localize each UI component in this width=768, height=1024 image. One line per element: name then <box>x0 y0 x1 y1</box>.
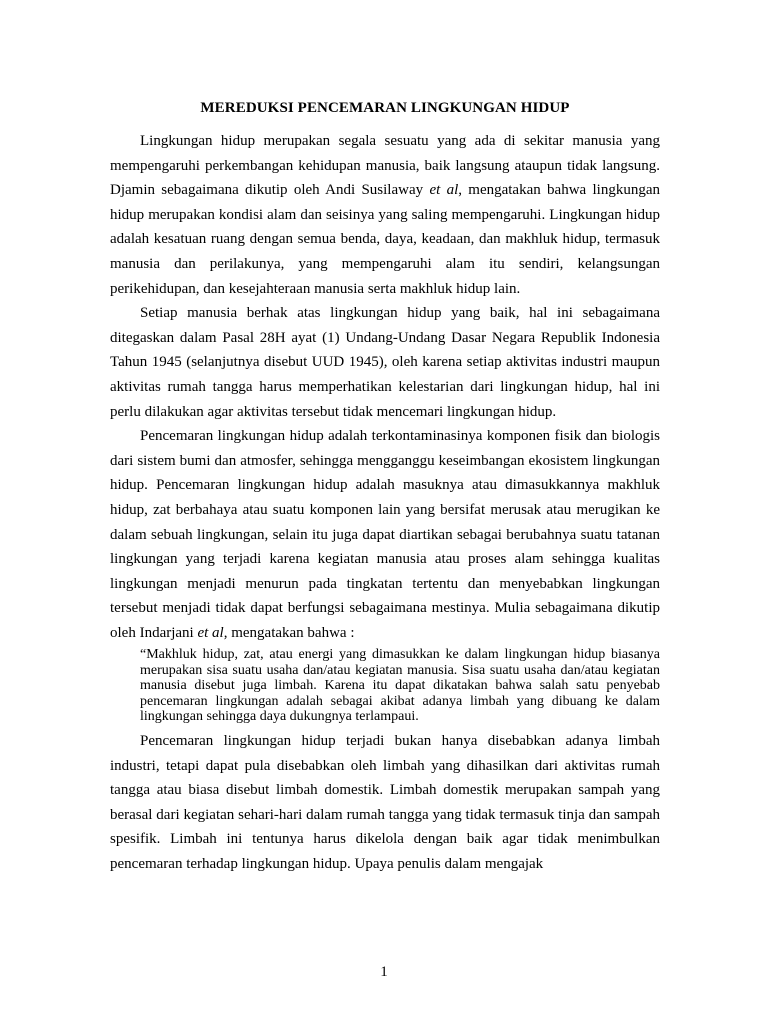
paragraph-3 <box>110 424 660 645</box>
document-title: MEREDUKSI PENCEMARAN LINGKUNGAN HIDUP <box>200 100 570 116</box>
paragraph-1-italic: et al <box>429 182 459 199</box>
paragraph-3-italic: et al <box>197 624 224 641</box>
paragraph-1-text-a: Lingkungan hidup merupakan segala sesuatu yang ada di sekitar manusia yang mempengaruhi perkembangan kehidupan manusia, baik langsung ataupun tidak langsung. Djamin sebagaimana dikutip oleh Andi Susilaway <box>110 133 660 199</box>
paragraph-1 <box>110 129 660 301</box>
page-number: 1 <box>380 964 388 980</box>
paragraph-4: Pencemaran lingkungan hidup terjadi bukan hanya disebabkan adanya limbah industri, tetapi dapat pula disebabkan oleh limbah yang dihasilkan dari aktivitas rumah tangga atau biasa disebut limbah domestik. Limbah domestik merupakan sampah yang berasal dari kegiatan sehari-hari dalam rumah tangga yang tidak termasuk tinja dan sampah spesifik. Limbah ini tentunya harus dikelola dengan baik agar tidak menimbulkan pencemaran terhadap lingkungan hidup. Upaya penulis dalam mengajak <box>110 732 660 872</box>
page-body <box>110 100 660 877</box>
paragraph-3-text-b: , mengatakan bahwa : <box>223 624 355 641</box>
paragraph-1-text-b: , mengatakan bahwa lingkungan hidup merupakan kondisi alam dan seisinya yang saling mempengaruhi. Lingkungan hidup adalah kesatuan ruang dengan semua benda, daya, keadaan, dan makhluk hidup, termasuk manusia dan perilakunya, yang mempengaruhi alam itu sendiri, kelangsungan perikehidupan, dan kesejahteraan manusia serta makhluk hidup lain. <box>110 182 660 297</box>
block-quote: “Makhluk hidup, zat, atau energi yang dimasukkan ke dalam lingkungan hidup biasanya merupakan sisa suatu usaha dan/atau kegiatan manusia. Sisa suatu usaha dan/atau kegiatan manusia disebut juga limbah. Karena itu dapat dikatakan bahwa salah satu penyebab pencemaran lingkungan adalah sebagai akibat adanya limbah yang dibuang ke dalam lingkungan sehingga daya dukungnya terlampaui. <box>140 647 660 725</box>
paragraph-2: Setiap manusia berhak atas lingkungan hidup yang baik, hal ini sebagaimana ditegaskan dalam Pasal 28H ayat (1) Undang-Undang Dasar Negara Republik Indonesia Tahun 1945 (selanjutnya disebut UUD 1945), oleh karena setiap aktivitas industri maupun aktivitas rumah tangga harus memperhatikan kelestarian dari lingkungan hidup, hal ini perlu dilakukan agar aktivitas tersebut tidak mencemari lingkungan hidup. <box>110 305 660 420</box>
paragraph-3-text-a: Pencemaran lingkungan hidup adalah terkontaminasinya komponen fisik dan biologis dari sistem bumi dan atmosfer, sehingga mengganggu keseimbangan ekosistem lingkungan hidup. Pencemaran lingkungan hidup adalah masuknya atau dimasukkannya makhluk hidup, zat berbahaya atau suatu komponen lain yang bersifat merusak atau merugikan ke dalam sebuah lingkungan, selain itu juga dapat diartikan sebagai berubahnya suatu tatanan lingkungan yang terjadi karena kegiatan manusia atau proses alam sehingga kualitas lingkungan menjadi menurun pada tingkatan tertentu dan menyebabkan lingkungan tersebut menjadi tidak dapat berfungsi sebagaimana mestinya. Mulia sebagaimana dikutip oleh Indarjani <box>110 428 660 641</box>
